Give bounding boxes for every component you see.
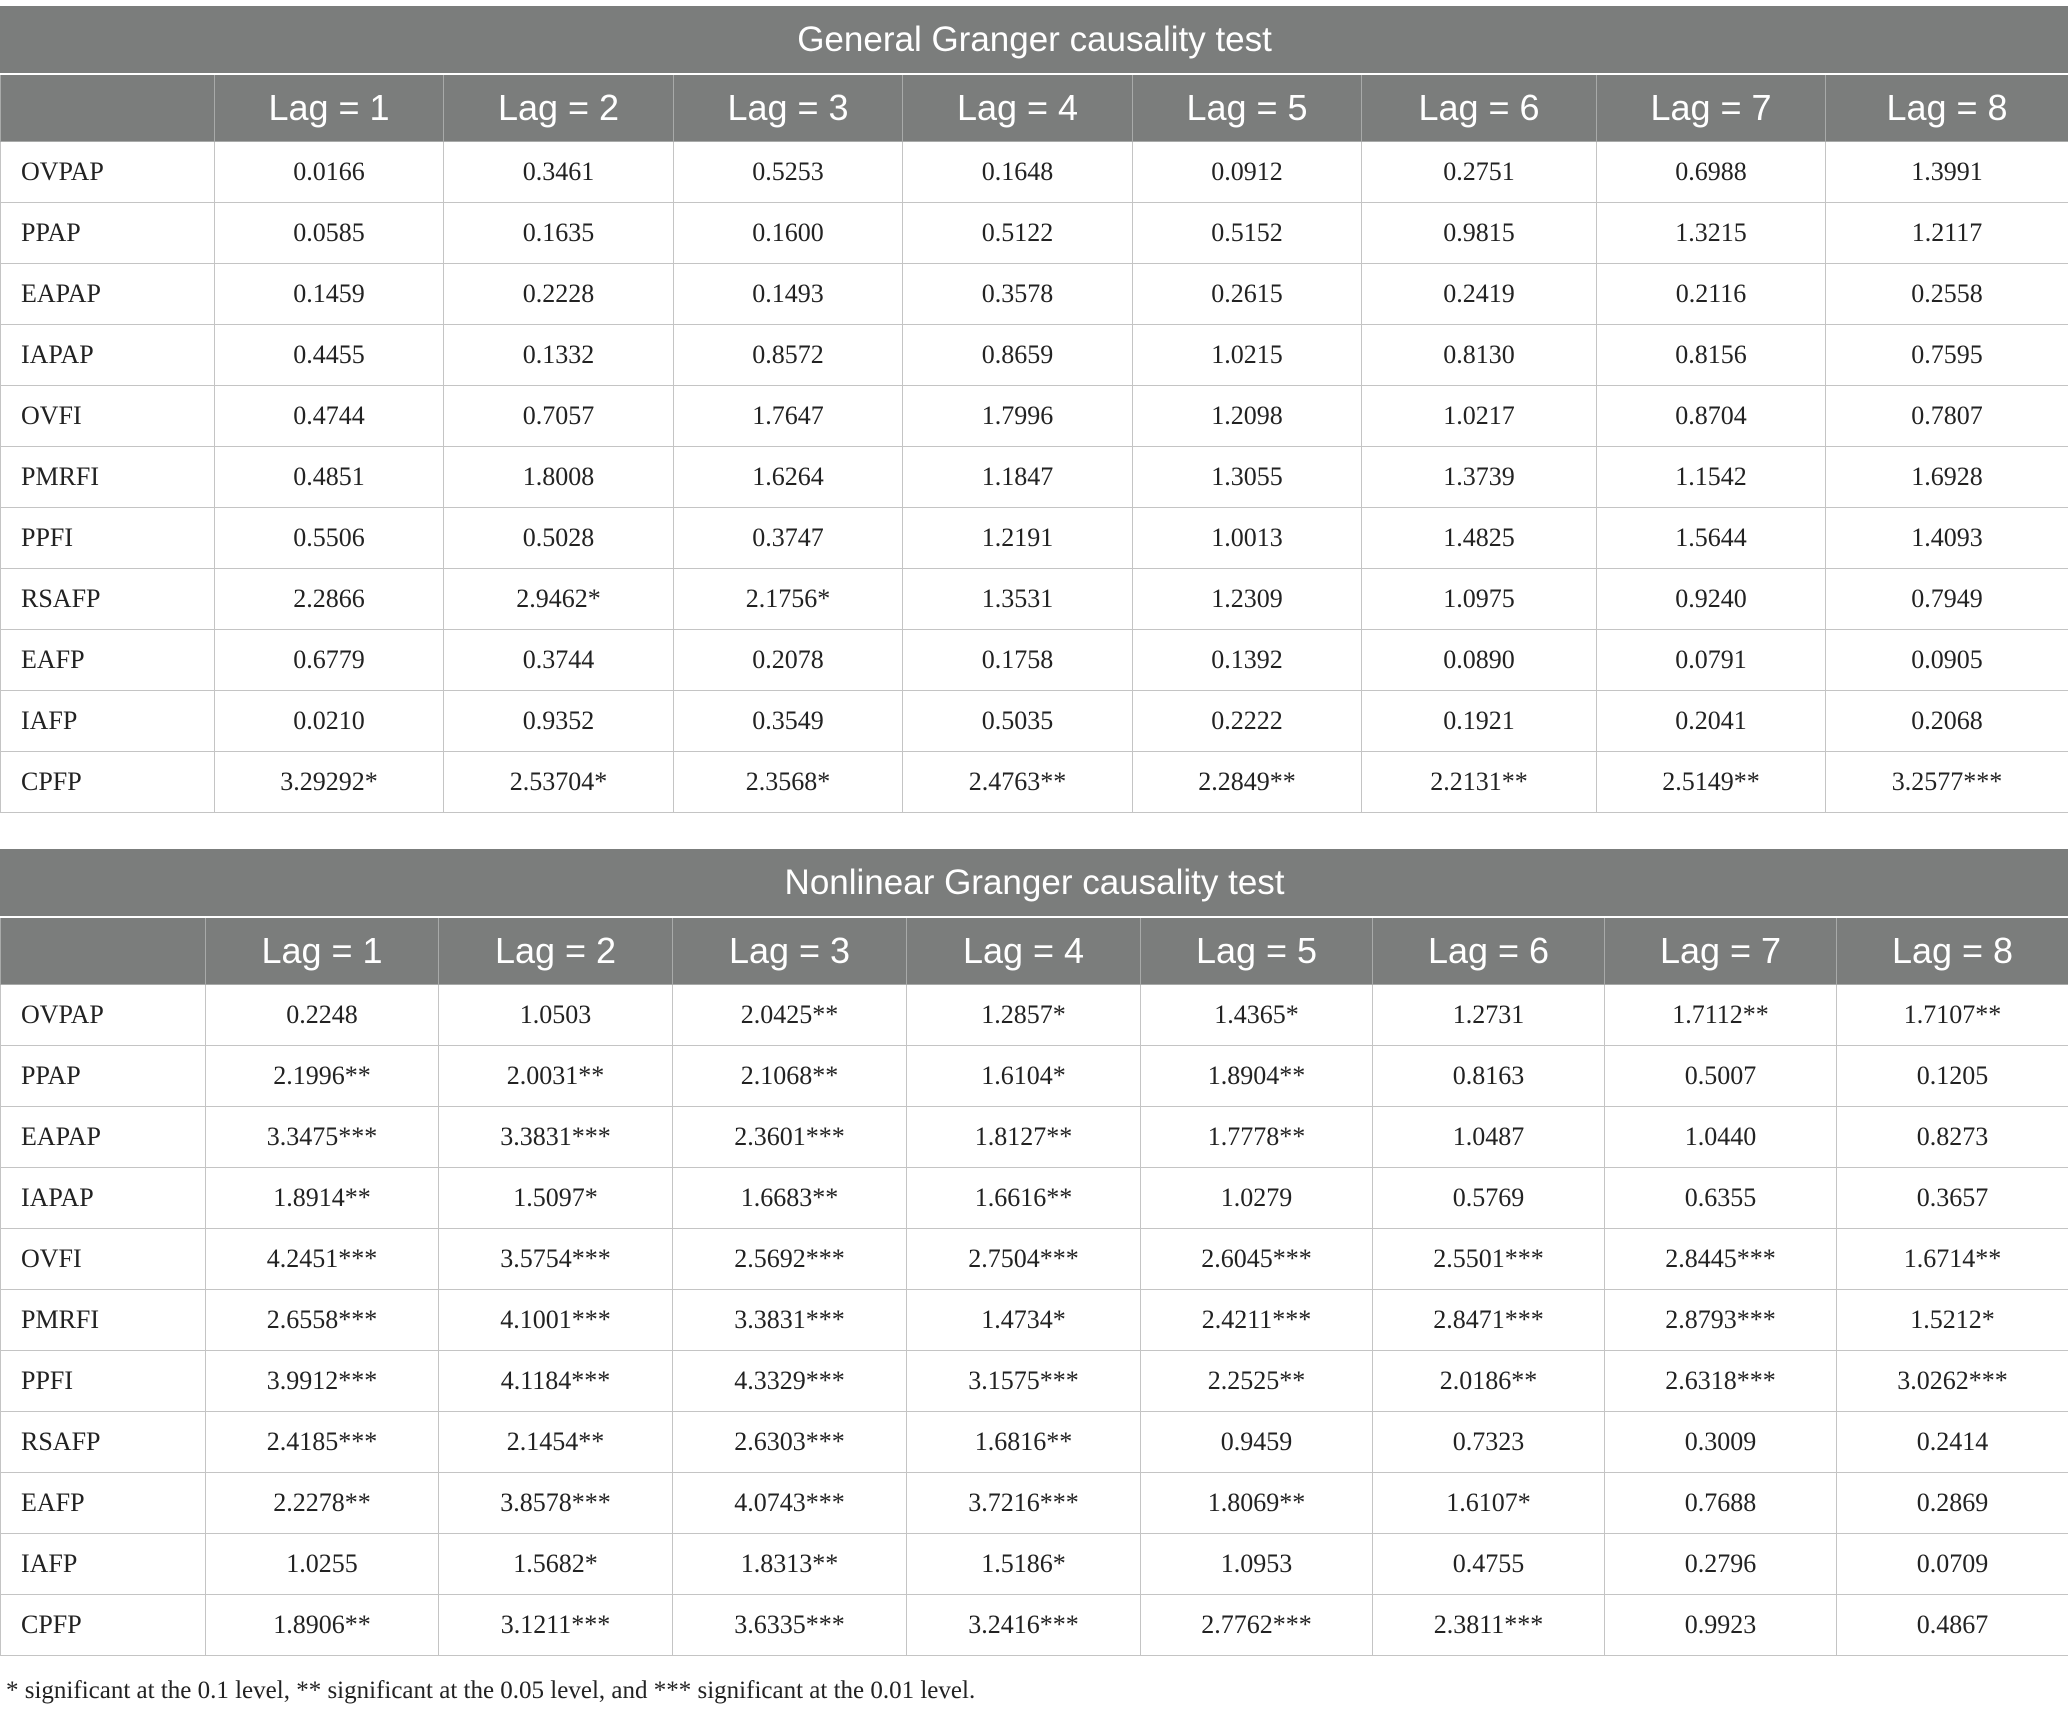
table-cell: 0.0210	[215, 691, 444, 752]
table-cell: 3.3475***	[206, 1107, 439, 1168]
table-cell: 0.5122	[903, 203, 1133, 264]
table-row	[1, 1107, 2068, 1168]
table-cell: 1.0503	[439, 985, 673, 1046]
table-cell: 1.4734*	[907, 1290, 1141, 1351]
table-cell: 1.6264	[674, 447, 903, 508]
row-label: RSAFP	[1, 1412, 206, 1473]
table-cell: 3.7216***	[907, 1473, 1141, 1534]
table-cell: 0.0585	[215, 203, 444, 264]
table-cell: 1.8904**	[1141, 1046, 1373, 1107]
table-cell: 1.7647	[674, 386, 903, 447]
table-cell: 2.5692***	[673, 1229, 907, 1290]
table-cell: 1.0013	[1133, 508, 1362, 569]
column-header: Lag = 1	[215, 74, 444, 142]
table-cell: 2.6303***	[673, 1412, 907, 1473]
table-cell: 1.4093	[1826, 508, 2068, 569]
table-cell: 0.8163	[1373, 1046, 1605, 1107]
table-cell: 0.9815	[1362, 203, 1597, 264]
table-cell: 3.5754***	[439, 1229, 673, 1290]
table-cell: 0.2041	[1597, 691, 1826, 752]
table-cell: 0.2751	[1362, 142, 1597, 203]
row-label: PMRFI	[1, 1290, 206, 1351]
table-cell: 1.0487	[1373, 1107, 1605, 1168]
table-cell: 0.3009	[1605, 1412, 1837, 1473]
table-cell: 1.5097*	[439, 1168, 673, 1229]
table-cell: 2.7762***	[1141, 1595, 1373, 1656]
row-label: EAFP	[1, 630, 215, 691]
table-cell: 0.6988	[1597, 142, 1826, 203]
table-cell: 0.2419	[1362, 264, 1597, 325]
table-cell: 0.8704	[1597, 386, 1826, 447]
column-header: Lag = 5	[1141, 917, 1373, 985]
table-cell: 1.8008	[444, 447, 674, 508]
table-cell: 3.29292*	[215, 752, 444, 813]
table-cell: 1.4825	[1362, 508, 1597, 569]
table-title-row	[1, 7, 2068, 75]
row-label: OVPAP	[1, 142, 215, 203]
table-cell: 2.1756*	[674, 569, 903, 630]
table-cell: 3.2416***	[907, 1595, 1141, 1656]
nonlinear-granger-table	[0, 849, 2068, 1656]
table-cell: 0.1459	[215, 264, 444, 325]
table-cell: 1.6616**	[907, 1168, 1141, 1229]
table-row	[1, 447, 2068, 508]
table-cell: 1.0440	[1605, 1107, 1837, 1168]
table-cell: 2.0031**	[439, 1046, 673, 1107]
table-row	[1, 985, 2068, 1046]
table-cell: 0.0912	[1133, 142, 1362, 203]
table-cell: 1.6714**	[1837, 1229, 2068, 1290]
table-cell: 1.6107*	[1373, 1473, 1605, 1534]
table-cell: 0.5506	[215, 508, 444, 569]
table-cell: 0.2078	[674, 630, 903, 691]
table-cell: 1.4365*	[1141, 985, 1373, 1046]
table-cell: 0.5035	[903, 691, 1133, 752]
table-cell: 1.1542	[1597, 447, 1826, 508]
table-cell: 3.2577***	[1826, 752, 2068, 813]
table-cell: 0.0905	[1826, 630, 2068, 691]
table-cell: 0.2615	[1133, 264, 1362, 325]
table-cell: 0.9352	[444, 691, 674, 752]
table-cell: 0.2558	[1826, 264, 2068, 325]
table-cell: 1.7107**	[1837, 985, 2068, 1046]
table-cell: 0.3461	[444, 142, 674, 203]
table-cell: 1.8127**	[907, 1107, 1141, 1168]
table-cell: 0.1600	[674, 203, 903, 264]
corner-header-cell	[1, 917, 206, 985]
table-cell: 2.6045***	[1141, 1229, 1373, 1290]
row-label: IAFP	[1, 691, 215, 752]
row-label: IAPAP	[1, 325, 215, 386]
table-cell: 1.2731	[1373, 985, 1605, 1046]
table-row	[1, 1046, 2068, 1107]
table-cell: 0.5253	[674, 142, 903, 203]
table-cell: 0.4744	[215, 386, 444, 447]
table-cell: 0.8156	[1597, 325, 1826, 386]
column-header: Lag = 3	[674, 74, 903, 142]
table-cell: 4.3329***	[673, 1351, 907, 1412]
table-cell: 2.7504***	[907, 1229, 1141, 1290]
table-cell: 1.5186*	[907, 1534, 1141, 1595]
row-label: OVPAP	[1, 985, 206, 1046]
table-row	[1, 1534, 2068, 1595]
table-cell: 2.1996**	[206, 1046, 439, 1107]
table-cell: 0.3549	[674, 691, 903, 752]
table-cell: 1.2857*	[907, 985, 1141, 1046]
table-row	[1, 386, 2068, 447]
table-cell: 0.7688	[1605, 1473, 1837, 1534]
table-cell: 0.6355	[1605, 1168, 1837, 1229]
table-cell: 2.2866	[215, 569, 444, 630]
table-row	[1, 264, 2068, 325]
table-cell: 2.1068**	[673, 1046, 907, 1107]
table-cell: 0.8659	[903, 325, 1133, 386]
column-header-row	[1, 74, 2068, 142]
table-cell: 0.2228	[444, 264, 674, 325]
table-cell: 2.2525**	[1141, 1351, 1373, 1412]
row-label: IAFP	[1, 1534, 206, 1595]
table-cell: 0.1332	[444, 325, 674, 386]
table-cell: 3.3831***	[439, 1107, 673, 1168]
table-cell: 0.3578	[903, 264, 1133, 325]
table-cell: 3.1211***	[439, 1595, 673, 1656]
row-label: PPAP	[1, 1046, 206, 1107]
table-cell: 0.1921	[1362, 691, 1597, 752]
row-label: PMRFI	[1, 447, 215, 508]
table-cell: 2.2278**	[206, 1473, 439, 1534]
column-header: Lag = 7	[1605, 917, 1837, 985]
table-cell: 0.7807	[1826, 386, 2068, 447]
table-cell: 0.2068	[1826, 691, 2068, 752]
table-cell: 0.0791	[1597, 630, 1826, 691]
table-cell: 0.3744	[444, 630, 674, 691]
table-cell: 0.1648	[903, 142, 1133, 203]
table-cell: 1.0975	[1362, 569, 1597, 630]
table-cell: 4.0743***	[673, 1473, 907, 1534]
table-cell: 0.3657	[1837, 1168, 2068, 1229]
row-label: OVFI	[1, 1229, 206, 1290]
table-cell: 1.6928	[1826, 447, 2068, 508]
table-cell: 0.9459	[1141, 1412, 1373, 1473]
table-cell: 1.0279	[1141, 1168, 1373, 1229]
table-row	[1, 142, 2068, 203]
table-cell: 0.2414	[1837, 1412, 2068, 1473]
table-cell: 0.3747	[674, 508, 903, 569]
table-cell: 2.4185***	[206, 1412, 439, 1473]
table-row	[1, 1168, 2068, 1229]
table-row	[1, 691, 2068, 752]
row-label: EAPAP	[1, 264, 215, 325]
table-cell: 0.7949	[1826, 569, 2068, 630]
column-header: Lag = 6	[1373, 917, 1605, 985]
table-cell: 0.4455	[215, 325, 444, 386]
table-cell: 0.8572	[674, 325, 903, 386]
table-cell: 0.0166	[215, 142, 444, 203]
table-cell: 0.8130	[1362, 325, 1597, 386]
row-label: EAPAP	[1, 1107, 206, 1168]
table-cell: 2.4211***	[1141, 1290, 1373, 1351]
table-row	[1, 1412, 2068, 1473]
column-header: Lag = 5	[1133, 74, 1362, 142]
table-cell: 0.7323	[1373, 1412, 1605, 1473]
table-cell: 0.0890	[1362, 630, 1597, 691]
row-label: OVFI	[1, 386, 215, 447]
table-cell: 1.8313**	[673, 1534, 907, 1595]
table-cell: 0.5028	[444, 508, 674, 569]
table-cell: 1.5682*	[439, 1534, 673, 1595]
table-row	[1, 1473, 2068, 1534]
table-cell: 3.0262***	[1837, 1351, 2068, 1412]
table-cell: 1.2098	[1133, 386, 1362, 447]
table-cell: 2.3811***	[1373, 1595, 1605, 1656]
table-cell: 0.2116	[1597, 264, 1826, 325]
table-cell: 0.5769	[1373, 1168, 1605, 1229]
table-cell: 4.1184***	[439, 1351, 673, 1412]
table-cell: 0.1392	[1133, 630, 1362, 691]
table-cell: 0.8273	[1837, 1107, 2068, 1168]
row-label: IAPAP	[1, 1168, 206, 1229]
table-cell: 1.6104*	[907, 1046, 1141, 1107]
table-row	[1, 630, 2068, 691]
table-cell: 2.6318***	[1605, 1351, 1837, 1412]
table-cell: 1.2117	[1826, 203, 2068, 264]
table-row	[1, 1290, 2068, 1351]
table-cell: 2.0425**	[673, 985, 907, 1046]
column-header: Lag = 4	[907, 917, 1141, 985]
table-cell: 3.3831***	[673, 1290, 907, 1351]
table-cell: 1.2309	[1133, 569, 1362, 630]
table-cell: 2.9462*	[444, 569, 674, 630]
table-row	[1, 1229, 2068, 1290]
table-cell: 0.2248	[206, 985, 439, 1046]
table-cell: 1.7112**	[1605, 985, 1837, 1046]
table-cell: 2.0186**	[1373, 1351, 1605, 1412]
table-row	[1, 752, 2068, 813]
table-cell: 2.3568*	[674, 752, 903, 813]
table-cell: 1.7778**	[1141, 1107, 1373, 1168]
table-title: Nonlinear Granger causality test	[1, 850, 2068, 918]
table-cell: 1.3055	[1133, 447, 1362, 508]
corner-header-cell	[1, 74, 215, 142]
table-cell: 3.6335***	[673, 1595, 907, 1656]
table-cell: 0.1635	[444, 203, 674, 264]
column-header: Lag = 2	[444, 74, 674, 142]
significance-footnote: * significant at the 0.1 level, ** significant at the 0.05 level, and *** significant at the 0.01 level.	[6, 1677, 976, 1704]
table-cell: 0.6779	[215, 630, 444, 691]
table-cell: 0.2796	[1605, 1534, 1837, 1595]
table-cell: 1.8914**	[206, 1168, 439, 1229]
table-cell: 0.9923	[1605, 1595, 1837, 1656]
table-cell: 1.0953	[1141, 1534, 1373, 1595]
table-cell: 0.0709	[1837, 1534, 2068, 1595]
row-label: EAFP	[1, 1473, 206, 1534]
table-cell: 2.3601***	[673, 1107, 907, 1168]
column-header: Lag = 4	[903, 74, 1133, 142]
column-header: Lag = 7	[1597, 74, 1826, 142]
table-cell: 0.4867	[1837, 1595, 2068, 1656]
column-header: Lag = 2	[439, 917, 673, 985]
table-cell: 2.8445***	[1605, 1229, 1837, 1290]
table-cell: 3.1575***	[907, 1351, 1141, 1412]
table-cell: 1.3991	[1826, 142, 2068, 203]
table-cell: 0.7595	[1826, 325, 2068, 386]
table-cell: 4.1001***	[439, 1290, 673, 1351]
table-cell: 1.3531	[903, 569, 1133, 630]
column-header: Lag = 8	[1837, 917, 2068, 985]
table-cell: 3.8578***	[439, 1473, 673, 1534]
column-header: Lag = 8	[1826, 74, 2068, 142]
table-cell: 0.4755	[1373, 1534, 1605, 1595]
table-cell: 3.9912***	[206, 1351, 439, 1412]
table-cell: 0.1758	[903, 630, 1133, 691]
table-cell: 0.4851	[215, 447, 444, 508]
table-cell: 1.2191	[903, 508, 1133, 569]
table-row	[1, 1351, 2068, 1412]
row-label: RSAFP	[1, 569, 215, 630]
row-label: CPFP	[1, 1595, 206, 1656]
row-label: PPFI	[1, 1351, 206, 1412]
table-row	[1, 569, 2068, 630]
table-cell: 2.2131**	[1362, 752, 1597, 813]
table-cell: 0.2222	[1133, 691, 1362, 752]
table-cell: 1.0215	[1133, 325, 1362, 386]
table-title: General Granger causality test	[1, 7, 2068, 75]
table-cell: 1.1847	[903, 447, 1133, 508]
table-cell: 1.3215	[1597, 203, 1826, 264]
table-cell: 1.6683**	[673, 1168, 907, 1229]
table-title-row	[1, 850, 2068, 918]
column-header-row	[1, 917, 2068, 985]
column-header: Lag = 3	[673, 917, 907, 985]
table-row	[1, 508, 2068, 569]
table-cell: 0.7057	[444, 386, 674, 447]
general-granger-table	[0, 6, 2068, 813]
table-cell: 1.0255	[206, 1534, 439, 1595]
table-cell: 2.5501***	[1373, 1229, 1605, 1290]
table-cell: 0.9240	[1597, 569, 1826, 630]
table-cell: 2.1454**	[439, 1412, 673, 1473]
column-header: Lag = 6	[1362, 74, 1597, 142]
table-cell: 2.53704*	[444, 752, 674, 813]
table-cell: 1.0217	[1362, 386, 1597, 447]
table-cell: 2.4763**	[903, 752, 1133, 813]
table-cell: 2.6558***	[206, 1290, 439, 1351]
table-cell: 2.5149**	[1597, 752, 1826, 813]
row-label: PPFI	[1, 508, 215, 569]
table-cell: 1.7996	[903, 386, 1133, 447]
table-row	[1, 1595, 2068, 1656]
row-label: PPAP	[1, 203, 215, 264]
table-row	[1, 325, 2068, 386]
table-cell: 0.5007	[1605, 1046, 1837, 1107]
table-cell: 4.2451***	[206, 1229, 439, 1290]
table-cell: 1.6816**	[907, 1412, 1141, 1473]
table-cell: 0.1493	[674, 264, 903, 325]
table-cell: 2.8471***	[1373, 1290, 1605, 1351]
table-cell: 2.8793***	[1605, 1290, 1837, 1351]
table-cell: 0.5152	[1133, 203, 1362, 264]
table-cell: 1.5212*	[1837, 1290, 2068, 1351]
table-row	[1, 203, 2068, 264]
row-label: CPFP	[1, 752, 215, 813]
table-cell: 1.5644	[1597, 508, 1826, 569]
table-cell: 1.8906**	[206, 1595, 439, 1656]
table-cell: 0.1205	[1837, 1046, 2068, 1107]
column-header: Lag = 1	[206, 917, 439, 985]
table-cell: 2.2849**	[1133, 752, 1362, 813]
table-cell: 1.8069**	[1141, 1473, 1373, 1534]
table-cell: 0.2869	[1837, 1473, 2068, 1534]
table-cell: 1.3739	[1362, 447, 1597, 508]
